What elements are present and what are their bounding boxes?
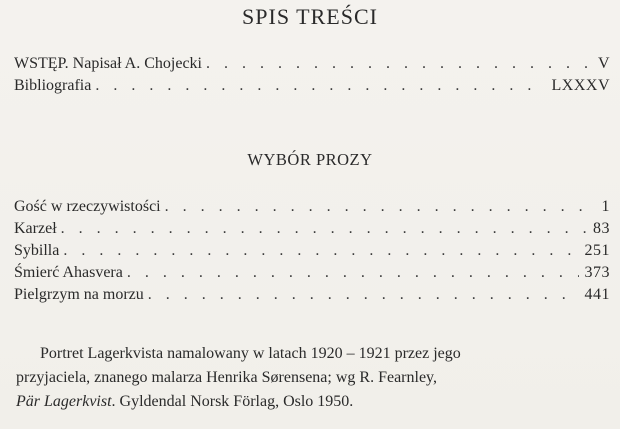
toc-entry-label: Karzeł: [14, 220, 57, 237]
dot-leader: [95, 75, 545, 97]
portrait-caption: [16, 342, 610, 414]
caption-line: Portret Lagerkvista namalowany w latach 1920 – 1921 przez jego: [40, 345, 461, 362]
toc-entry-page: 83: [593, 220, 610, 237]
dot-leader: [63, 240, 578, 262]
caption-line: przyjaciela, znanego malarza Henrika Sørensena; wg R. Fearnley,: [16, 369, 437, 386]
toc-entry-label: Sybilla: [14, 242, 60, 259]
toc-entry-page: LXXXV: [551, 77, 610, 94]
toc-prose-list: [14, 196, 610, 306]
toc-entry: [14, 196, 610, 218]
toc-entry: [14, 262, 610, 284]
toc-entry-page: 1: [601, 198, 610, 215]
toc-entry-label: Pielgrzym na morzu: [14, 286, 144, 303]
toc-entry-page: V: [597, 55, 610, 72]
toc-entry-bibliography: [14, 75, 610, 97]
dot-leader: [206, 53, 592, 75]
dot-leader: [165, 196, 596, 218]
toc-front-matter: [14, 53, 610, 97]
dot-leader: [127, 262, 579, 284]
section-title: WYBÓR PROZY: [247, 150, 373, 169]
toc-entry-page: 251: [584, 242, 610, 259]
toc-entry: [14, 284, 610, 306]
toc-entry-introduction: [14, 53, 610, 75]
book-title-italic: Pär Lagerkvist: [16, 393, 112, 410]
toc-entry-page: 373: [584, 264, 610, 281]
toc-entry: [14, 218, 610, 240]
toc-entry-label: WSTĘP. Napisał A. Chojecki: [14, 55, 202, 72]
toc-entry-page: 441: [584, 286, 610, 303]
page-title: SPIS TREŚCI: [242, 4, 378, 29]
toc-entry-label: Śmierć Ahasvera: [14, 264, 123, 281]
caption-line: [16, 390, 610, 414]
caption-publication: . Gyldendal Norsk Förlag, Oslo 1950.: [111, 393, 354, 410]
toc-entry-label: Gość w rzeczywistości: [14, 198, 161, 215]
toc-entry: [14, 240, 610, 262]
toc-entry-label: Bibliografia: [14, 77, 92, 94]
dot-leader: [61, 218, 587, 240]
dot-leader: [148, 284, 579, 306]
